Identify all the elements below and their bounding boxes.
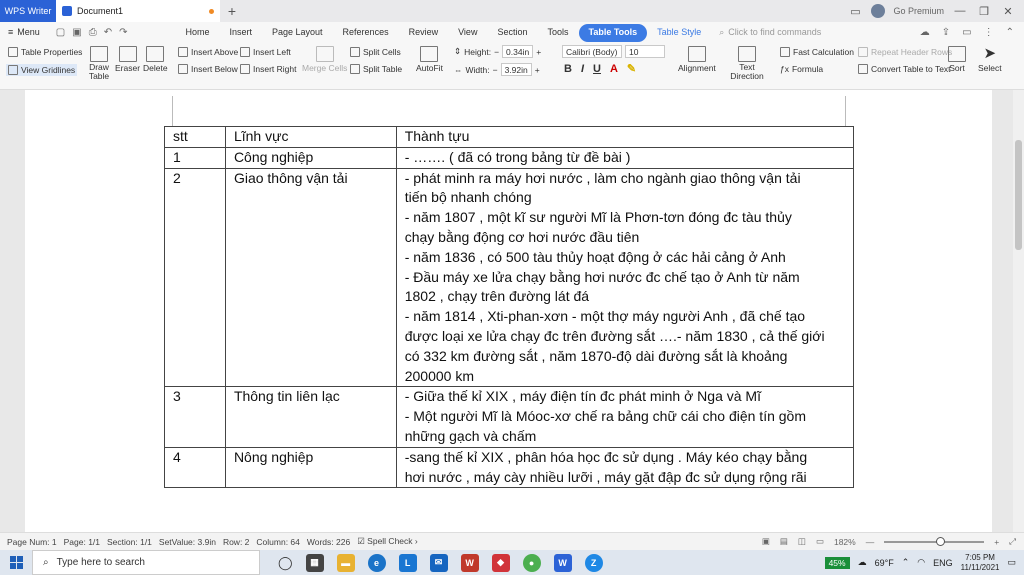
tab-home[interactable]: Home — [185, 27, 210, 37]
stt-cell[interactable]: 3 — [165, 387, 226, 447]
table-header-row — [165, 127, 854, 148]
achievement-line: - năm 1807 , một kĩ sư người Mĩ là Phơn-tơn đóng đc tàu thủy — [404, 209, 792, 226]
underline-button[interactable]: U — [593, 62, 601, 75]
status-page-num[interactable]: Page Num: 1 — [7, 536, 57, 547]
menu-row — [0, 22, 1024, 42]
fast-calculation-label: Fast Calculation — [793, 47, 854, 57]
achievement-line: chạy bằng động cơ hơi nước đầu tiên — [404, 228, 640, 245]
app-icon[interactable]: ◆ — [492, 554, 510, 572]
menu-button[interactable] — [0, 27, 48, 37]
document-page[interactable] — [25, 90, 992, 532]
height-increase[interactable]: + — [536, 46, 542, 57]
wps-office-icon[interactable]: W — [461, 554, 479, 572]
network-icon[interactable]: ◠ — [917, 557, 926, 567]
height-input[interactable]: 0.34in — [502, 45, 533, 58]
formula-button[interactable] — [780, 64, 823, 74]
insert-above-icon — [178, 47, 188, 57]
table-header-cell[interactable]: Lĩnh vực — [225, 127, 396, 148]
achievement-line: - Một người Mĩ là Móoc-xơ chế ra bảng chữ cái cho điện tín gồm — [404, 408, 806, 425]
width-control — [454, 63, 540, 76]
insert-left-icon — [240, 47, 250, 57]
alignment-button[interactable] — [678, 46, 716, 73]
field-cell[interactable]: Thông tin liên lạc — [225, 387, 396, 447]
achievement-line: -sang thế kỉ XIX , phân hóa học đc sử dụng . Máy kéo chạy bằng — [404, 448, 808, 465]
achievement-line: - phát minh ra máy hơi nước , làm cho ngành giao thông vận tải — [404, 169, 801, 186]
stt-cell[interactable]: 4 — [165, 447, 226, 488]
document-area[interactable] — [0, 90, 1013, 532]
achievement-line: - Giữa thế kỉ XIX , máy điện tín đc phát minh ở Nga và Mĩ — [404, 388, 761, 405]
document-tab-label: Document1 — [77, 6, 124, 16]
width-increase[interactable]: + — [534, 64, 540, 75]
table-properties-label: Table Properties — [21, 47, 83, 57]
height-icon: ⇕ — [454, 46, 462, 56]
status-column[interactable]: Column: 64 — [256, 536, 300, 547]
eraser-button[interactable] — [115, 46, 140, 73]
table-header-cell[interactable]: stt — [165, 127, 226, 148]
table-row — [165, 387, 854, 447]
status-section[interactable]: Section: 1/1 — [107, 536, 152, 547]
spell-check-label: Spell Check — [367, 536, 413, 546]
font-size-select[interactable]: 10 — [625, 45, 665, 58]
insert-right-icon — [240, 64, 250, 74]
eraser-icon — [119, 46, 137, 62]
text-direction-icon — [738, 46, 756, 62]
spell-check-button[interactable]: ☑ Spell Check › — [357, 536, 418, 546]
go-premium-link[interactable]: Go Premium — [893, 6, 944, 16]
undo-icon[interactable]: ↶ — [103, 26, 113, 38]
split-cells-label: Split Cells — [363, 47, 401, 57]
height-control — [454, 45, 541, 58]
sort-icon — [948, 46, 966, 62]
minimize-button[interactable]: — — [954, 5, 966, 17]
widgets-icon[interactable]: ▦ — [306, 554, 324, 572]
clock-time: 7:05 PM — [965, 552, 995, 562]
achievement-line: có 332 km đường sắt , năm 1870-độ dài đường sắt là khoảng — [404, 347, 788, 364]
fullscreen-icon[interactable]: ⤢ — [1009, 536, 1016, 546]
text-direction-label: Text Direction — [730, 62, 764, 81]
tab-tools[interactable]: Tools — [547, 27, 569, 37]
windows-icon — [10, 556, 23, 569]
tab-table-style[interactable]: Table Style — [657, 27, 702, 37]
insert-right-button[interactable] — [240, 64, 296, 74]
autofit-button[interactable] — [416, 46, 443, 73]
mail-icon[interactable]: ✉ — [430, 554, 448, 572]
insert-below-button[interactable] — [178, 64, 238, 74]
repeat-header-icon — [858, 47, 868, 57]
achievement-line: - Đầu máy xe lửa chạy bằng hơi nước đc chế tạo ở Anh từ năm — [404, 268, 800, 285]
wps-writer-icon[interactable]: W — [554, 554, 572, 572]
stt-cell[interactable]: 2 — [165, 168, 226, 387]
merge-cells-button[interactable] — [302, 46, 347, 73]
draw-table-label: Draw Table — [88, 62, 110, 81]
width-input[interactable]: 3.92in — [501, 63, 532, 76]
view-icon[interactable]: ▣ — [761, 536, 770, 546]
insert-below-label: Insert Below — [191, 64, 238, 74]
width-decrease[interactable]: − — [492, 64, 498, 75]
zoom-slider-knob[interactable] — [936, 537, 945, 546]
task-view-icon[interactable]: ◯ — [278, 554, 293, 570]
redo-icon[interactable]: ↷ — [119, 26, 128, 38]
margin-mark — [845, 96, 846, 126]
achievement-line: những gạch và chấm — [404, 427, 537, 444]
table-row — [165, 147, 854, 168]
tab-references[interactable]: References — [342, 27, 389, 37]
split-table-button[interactable] — [350, 64, 402, 74]
view-gridlines-button[interactable] — [6, 64, 77, 76]
formula-icon: ƒx — [780, 64, 789, 74]
document-tab[interactable] — [56, 0, 220, 22]
eraser-label: Eraser — [115, 63, 141, 73]
achievement-line: - năm 1814 , Xti-phan-xơn - một thợ máy người Anh , đã chế tạo — [404, 308, 806, 325]
alignment-icon — [688, 46, 706, 62]
width-label: Width: — [465, 64, 490, 75]
select-button[interactable] — [978, 46, 1002, 73]
file-explorer-icon[interactable]: ▬ — [337, 554, 355, 572]
sort-button[interactable] — [948, 46, 966, 73]
formula-label: Formula — [791, 64, 824, 74]
hamburger-icon: ≡ — [8, 27, 14, 37]
split-table-icon — [350, 64, 360, 74]
close-button[interactable]: ✕ — [1003, 5, 1013, 18]
clock-date: 11/11/2021 — [960, 562, 1000, 572]
font-color-button[interactable]: A — [609, 62, 618, 75]
height-decrease[interactable]: − — [494, 46, 500, 57]
achievement-line: 1802 , chạy trên đường lát đá — [404, 288, 590, 305]
restore-button[interactable]: ❐ — [979, 5, 989, 18]
format-buttons — [564, 62, 636, 75]
chrome-icon[interactable]: ● — [523, 554, 541, 572]
weather-icon[interactable]: ☁ — [857, 557, 867, 567]
delete-button[interactable] — [143, 46, 168, 73]
app-name[interactable]: WPS Writer — [0, 0, 56, 22]
width-icon: ⇔ — [454, 64, 463, 75]
find-commands[interactable] — [719, 27, 821, 38]
field-cell[interactable]: Công nghiệp — [225, 147, 396, 168]
bold-button[interactable]: B — [564, 62, 572, 75]
achievement-line: - năm 1836 , có 500 tàu thủy hoạt động ở các hải cảng ở Anh — [404, 248, 786, 265]
height-label: Height: — [464, 46, 492, 57]
insert-left-label: Insert Left — [253, 47, 291, 57]
system-tray — [825, 553, 1024, 573]
achievement-line: 200000 km — [404, 367, 474, 384]
content-table[interactable] — [164, 126, 854, 488]
more-icon[interactable]: ⋮ — [983, 26, 994, 38]
share-icon[interactable]: ⇪ — [941, 26, 951, 38]
tray-expand-icon[interactable]: ⌃ — [901, 557, 910, 567]
edge-icon[interactable]: e — [368, 554, 386, 572]
insert-above-button[interactable] — [178, 47, 238, 57]
stt-cell[interactable]: 1 — [165, 147, 226, 168]
split-cells-icon — [350, 47, 360, 57]
ribbon — [0, 42, 1024, 90]
web-layout-icon[interactable]: ◫ — [797, 536, 806, 546]
start-button[interactable] — [0, 556, 32, 569]
convert-table-label: Convert Table to Text — [871, 64, 951, 74]
layout-icon[interactable]: ▭ — [850, 5, 861, 18]
unsaved-dot-icon — [209, 9, 214, 14]
alignment-label: Alignment — [678, 63, 716, 73]
tab-section[interactable]: Section — [497, 27, 528, 37]
merge-cells-label: Merge Cells — [302, 63, 348, 73]
insert-below-icon — [178, 64, 188, 74]
status-row[interactable]: Row: 2 — [222, 536, 250, 547]
comment-icon[interactable]: ▭ — [962, 26, 972, 38]
status-setvalue[interactable]: SetValue: 3.9in — [158, 536, 216, 547]
clock[interactable] — [961, 553, 1000, 573]
tab-insert[interactable]: Insert — [229, 27, 252, 37]
find-commands-placeholder: Click to find commands — [728, 27, 822, 37]
search-icon: ⌕ — [43, 557, 49, 568]
scrollbar-thumb[interactable] — [1015, 140, 1022, 250]
new-tab-button[interactable]: + — [227, 3, 237, 19]
table-header-cell[interactable]: Thành tựu — [396, 127, 853, 148]
achievement-cell[interactable] — [396, 447, 853, 488]
field-cell[interactable]: Giao thông vận tải — [225, 168, 396, 387]
tab-page-layout[interactable]: Page Layout — [272, 27, 323, 37]
repeat-header-rows-button[interactable] — [858, 47, 952, 57]
autofit-label: AutoFit — [416, 63, 443, 73]
tab-table-tools[interactable]: Table Tools — [579, 24, 648, 42]
margin-mark — [172, 96, 173, 126]
pencil-icon — [90, 46, 108, 62]
taskbar — [0, 550, 1024, 575]
calculator-icon — [780, 47, 790, 57]
cursor-icon: ➤ — [983, 45, 997, 62]
repeat-header-rows-label: Repeat Header Rows — [871, 47, 953, 57]
collapse-ribbon-icon[interactable]: ⌃ — [1005, 26, 1014, 38]
menu-button-label: Menu — [17, 27, 40, 37]
status-bar — [0, 532, 1024, 550]
delete-table-icon — [146, 46, 164, 62]
reading-icon[interactable]: ▭ — [815, 536, 824, 546]
achievement-cell[interactable] — [396, 387, 853, 447]
print-layout-icon[interactable]: ▤ — [779, 536, 788, 546]
zoom-out-button[interactable]: — — [865, 536, 875, 547]
tab-view[interactable]: View — [458, 27, 478, 37]
zalo-icon[interactable]: Z — [585, 554, 603, 572]
lexical-icon[interactable]: L — [399, 554, 417, 572]
fast-calculation-button[interactable] — [780, 47, 854, 57]
autofit-icon — [420, 46, 438, 62]
split-table-label: Split Table — [363, 64, 403, 74]
avatar[interactable] — [871, 4, 885, 18]
merge-cells-icon — [316, 46, 334, 62]
insert-left-button[interactable] — [240, 47, 291, 57]
insert-right-label: Insert Right — [253, 64, 297, 74]
table-row — [165, 168, 854, 387]
battery-indicator[interactable]: 45% — [825, 557, 850, 569]
print-icon[interactable]: ⎙ — [88, 26, 97, 38]
table-properties-button[interactable] — [8, 47, 82, 57]
delete-label: Delete — [143, 63, 168, 73]
cloud-icon[interactable]: ☁ — [919, 26, 930, 38]
insert-above-label: Insert Above — [191, 47, 239, 57]
achievement-line: - ……. ( đã có trong bảng từ đề bài ) — [404, 148, 631, 165]
zoom-level[interactable]: 182% — [833, 536, 856, 547]
sort-label: Sort — [949, 63, 965, 73]
achievement-line: hơi nước , máy cày nhiều lưỡi , máy gặt đập đc sử dụng rộng rãi — [404, 468, 807, 485]
text-direction-button[interactable] — [728, 46, 766, 81]
gridlines-icon — [8, 65, 18, 75]
status-words[interactable]: Words: 226 — [306, 536, 351, 547]
field-cell[interactable]: Nông nghiệp — [225, 447, 396, 488]
split-cells-button[interactable] — [350, 47, 401, 57]
select-label: Select — [978, 63, 1002, 73]
vertical-scrollbar[interactable] — [1013, 90, 1024, 532]
view-gridlines-label: View Gridlines — [21, 65, 76, 75]
italic-button[interactable]: I — [580, 62, 585, 75]
open-icon[interactable]: ▢ — [55, 26, 66, 38]
taskbar-search-placeholder: Type here to search — [56, 557, 145, 568]
taskbar-search[interactable] — [32, 550, 260, 575]
title-bar — [0, 0, 1024, 22]
zoom-slider[interactable] — [884, 541, 984, 543]
zoom-in-button[interactable]: + — [994, 536, 1000, 547]
draw-table-button[interactable] — [88, 46, 110, 81]
notification-icon[interactable]: ▭ — [1007, 557, 1016, 567]
save-icon[interactable]: ▣ — [72, 26, 82, 38]
highlight-icon[interactable]: ✎ — [626, 63, 637, 75]
font-controls — [562, 45, 665, 58]
search-icon: ⌕ — [719, 26, 725, 37]
achievement-cell[interactable] — [396, 168, 853, 387]
table-row — [165, 447, 854, 488]
convert-table-button[interactable] — [858, 64, 951, 74]
convert-table-icon — [858, 64, 868, 74]
font-name-select[interactable]: Calibri (Body) — [562, 45, 622, 58]
language-indicator[interactable]: ENG — [933, 557, 953, 568]
weather-temp[interactable]: 69°F — [874, 557, 894, 568]
status-page[interactable]: Page: 1/1 — [63, 536, 101, 547]
achievement-line: được loại xe lửa chạy đc trên đường sắt ….- năm 1830 , cả thế giới — [404, 327, 825, 344]
achievement-line: tiến bộ nhanh chóng — [404, 189, 532, 206]
tab-review[interactable]: Review — [408, 27, 439, 37]
document-icon — [62, 6, 72, 16]
table-properties-icon — [8, 47, 18, 57]
achievement-cell[interactable] — [396, 147, 853, 168]
